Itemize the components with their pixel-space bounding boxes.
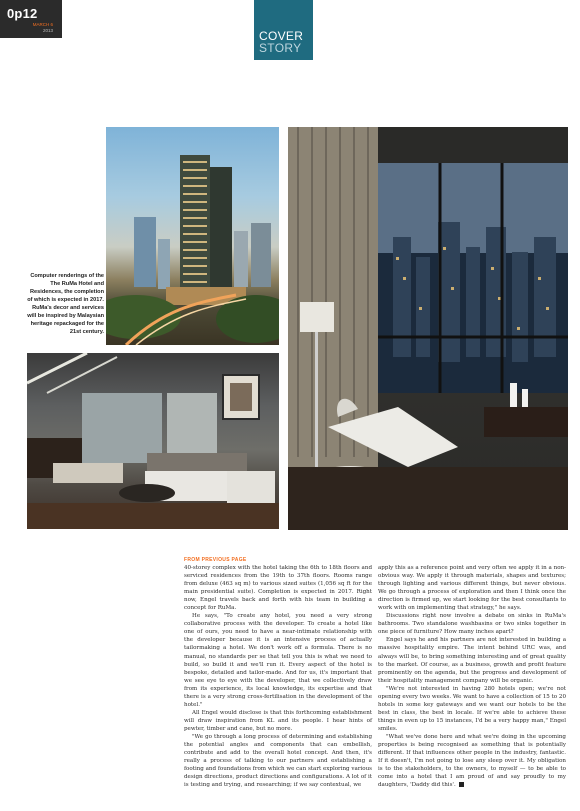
article-paragraph: Discussions right now involve a debate on sinks in RuMa's bathrooms. Two standalone washbasins or two sinks together in one piece of furniture? How many inches apart? — [378, 613, 566, 636]
tower-rendering-illustration — [106, 127, 279, 345]
section-badge-line2: STORY — [259, 41, 302, 55]
article-paragraph: 40-storey complex with the hotel taking the 6th to 18th floors and serviced residences from the 19th to 37th floors. Rooms range from deluxe (463 sq m) to various sized suites (1,056 sq ft for the main presidential suite). Completion is expected in 2017. Right now, Engel travels back and forth with his team in building a concept for RuMa. — [184, 565, 372, 612]
photo-caption: Computer renderings of the The RuMa Hotel and Residences, the completion of which is expected in 2017. RuMa's decor and services will be inspired by Malaysian heritage repackaged for the 21st century. — [27, 273, 104, 335]
page-folio — [0, 0, 62, 38]
section-badge — [254, 0, 313, 60]
article-column-1 — [184, 564, 372, 789]
bedroom-rendering-photo — [288, 127, 568, 530]
tower-rendering-photo — [106, 127, 279, 345]
article-column-2 — [378, 564, 566, 789]
article-paragraph: All Engel would disclose is that this forthcoming establishment will draw inspiration from KL and its people. I hear hints of pewter, timber and cane, but no more. — [184, 709, 372, 732]
issue-date — [7, 22, 62, 34]
issue-month: MARCH 6 — [32, 22, 53, 27]
article-paragraph: "We go through a long process of determining and establishing the potential angles and components that can embellish, contribute and add to the overall hotel concept. And then, it's really a process of talking to our partners and establishing a footing and foundations from which we can start exploring various design directions, product directions and configurations. A lot of it is testing and trying, and researching; if we say contextual, we — [184, 733, 372, 789]
page-number: 0p12 — [7, 6, 38, 21]
article-paragraph: apply this as a reference point and very often we apply it in a non-obvious way. We apply it through materials, shapes and textures; through lighting and various different things, but never obvious. We go through a process of exploration and then I think once the direction is firmed up, we start looking for the best consultants to work with on implementing that strategy," he says. — [378, 565, 566, 612]
lounge-rendering-illustration — [27, 353, 279, 529]
lounge-rendering-photo — [27, 353, 279, 529]
article-paragraph: Engel says he and his partners are not interested in building a massive hospitality empire. The intent behind URC was, and always will be, to bring something interesting and of great quality to the market. Of course, as a business, growth and profit feature prominently on the agenda, but the progress and development of their hospitality management company will be organic. — [378, 637, 566, 684]
issue-year: 2013 — [42, 28, 53, 33]
section-badge-line1: COVER — [259, 29, 304, 43]
end-of-article-mark — [459, 782, 464, 787]
article-paragraph-last — [378, 733, 566, 789]
article-paragraph: He says, "To create any hotel, you need a very strong collaborative process with the developer. To create a hotel like one of ours, you need to have a near-intimate relationship with the developer because it is an intensive process of actually tailormaking a hotel. We don't work off a formula. There is no manual, no standards per se that tell you this is what we need to build, so build it and we'll run it. Every aspect of the hotel is bespoke, detailed and tailor-made. And for us, it's important that we see eye to eye with the developer, that we collectively draw from its experience, its local knowledge, its expertise and that there is a very strong cross-fertilisation in the development of the hotel." — [184, 613, 372, 708]
article-paragraph: "We're not interested in having 280 hotels open; we're not opening every two weeks. We want to have a collection of 15 to 20 hotels in some key gateways and we want our hotels to be the best in class, the best in locale. If we're able to achieve these things in even up to 15 instances, I'd be a very happy man," Engel smiles. — [378, 685, 566, 732]
bedroom-rendering-illustration — [288, 127, 568, 530]
article-last-text: "What we've done here and what we're doing in the upcoming properties is being recognised as something that is potentially different. If that influences other people in the industry, fantastic. If it doesn't, I'm not going to lose any sleep over it. My obligation is to the stakeholders, to the owners, to myself — to be able to come into a hotel that I am proud of and say proudly to my daughters, 'Daddy did this'. — [378, 733, 566, 789]
continued-from-label: FROM PREVIOUS PAGE — [184, 557, 247, 563]
